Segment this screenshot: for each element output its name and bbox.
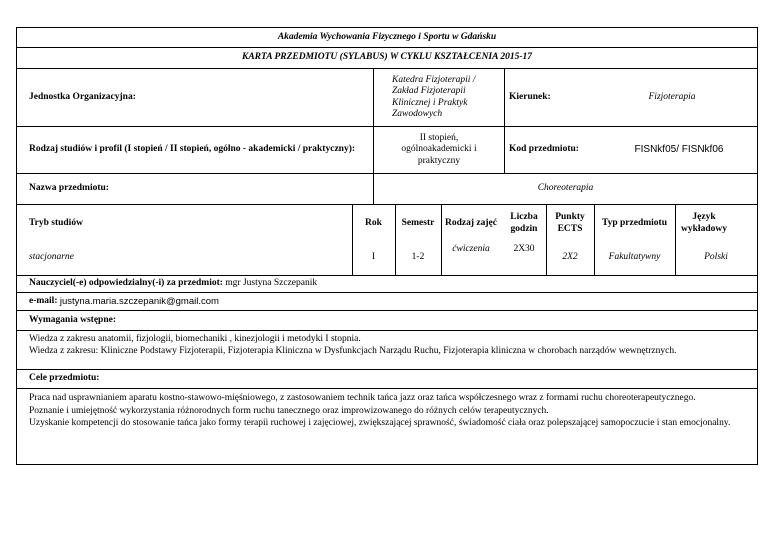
goals-line: Uzyskanie kompetencji do stosowanie tańca jako formy terapii ruchowej i zajęciowej, zwiększającej sprawność, świadomość ciała oraz polepszającej samopoczucie i stan emocjonalny. <box>29 418 731 428</box>
table-cell: 2X2 <box>562 252 578 263</box>
teacher-row <box>29 276 749 292</box>
teacher-label: Nauczyciel(-e) odpowiedzialny(-i) za przedmiot: <box>29 278 223 289</box>
email-row <box>29 293 749 310</box>
syllabus-sheet <box>16 27 758 465</box>
email-label: e-mail: <box>29 295 58 306</box>
table-header: Rodzaj zajęć <box>445 217 497 228</box>
requirements-label: Wymagania wstępne: <box>29 314 116 325</box>
code-value: FISNkf05/ FISNkf06 <box>634 144 724 156</box>
email-link[interactable]: justyna.maria.szczepanik@gmail.com <box>59 295 219 307</box>
studies-label: Rodzaj studiów i profil (I stopień / II stopień, ogólno - akademicki / praktyczny): <box>29 144 356 155</box>
direction-label: Kierunek: <box>509 91 551 102</box>
requirements-line: Wiedza z zakresu: Kliniczne Podstawy Fizjoterapii, Fizjoterapia Kliniczna w Dysfunkcjach Narządu Ruchu, Fizjoterapia kliniczna w chorobach narządów wewnętrznych. <box>29 345 677 356</box>
row-divider <box>17 388 757 389</box>
institution-name: Akademia Wychowania Fizycznego i Sportu w Gdańsku <box>277 31 497 42</box>
table-cell: Polski <box>704 252 728 263</box>
table-header: Język wykładowy <box>681 212 727 234</box>
subject-value: Choreoterapia <box>537 183 594 194</box>
subject-label: Nazwa przedmiotu: <box>29 183 109 194</box>
studies-value: II stopień, ogólnoakademicki i praktyczny <box>401 132 477 166</box>
goals-line: Praca nad usprawnianiem aparatu kostno-stawowo-mięśniowego, z zastosowaniem technik tańca jazz oraz tańca współczesnego wraz z formami ruchu choreoterapeutycznego. <box>29 393 696 403</box>
table-header: Typ przedmiotu <box>601 217 667 228</box>
teacher-name: mgr Justyna Szczepanik <box>225 278 318 289</box>
table-header: Liczba godzin <box>510 212 538 234</box>
requirements-line: Wiedza z zakresu anatomii, fizjologii, biomechaniki , kinezjologii i metodyki I stopnia. <box>29 334 361 344</box>
table-header: Punkty ECTS <box>555 212 585 234</box>
table-header: Semestr <box>401 217 435 228</box>
goals-text <box>29 392 753 462</box>
table-cell: ćwiczenia <box>452 244 490 254</box>
code-label: Kod przedmiotu: <box>509 144 579 155</box>
table-cell: Fakultatywny <box>608 252 661 263</box>
table-header: Tryb studiów <box>29 217 83 228</box>
unit-value: Katedra Fizjoterapii / Zakład Fizjoterapii Klinicznej i Praktyk Zawodowych <box>392 74 476 119</box>
table-header: Rok <box>365 217 382 228</box>
unit-label: Jednostka Organizacyjna: <box>29 91 136 102</box>
direction-value: Fizjoterapia <box>648 91 696 102</box>
table-cell: stacjonarne <box>29 252 74 263</box>
table-cell: 2X30 <box>513 244 535 254</box>
table-cell: 1-2 <box>411 252 425 263</box>
row-divider <box>17 330 757 331</box>
col-divider <box>504 68 505 173</box>
table-cell: I <box>371 252 376 263</box>
goals-line: Poznanie i umiejętność wykorzystania różnorodnych form ruchu tanecznego oraz improwizowanego do różnych celów terapeutycznych. <box>29 405 549 416</box>
goals-label: Cele przedmiotu: <box>29 373 100 384</box>
document-title: KARTA PRZEDMIOTU (SYLABUS) W CYKLU KSZTAŁCENIA 2015-17 <box>242 52 532 63</box>
requirements-text <box>29 334 753 368</box>
